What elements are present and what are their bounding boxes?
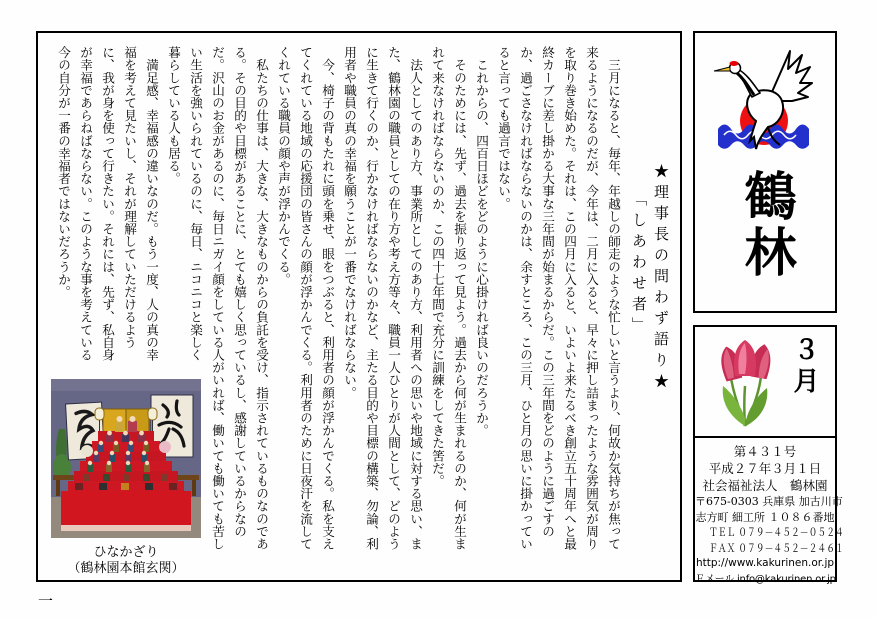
body-text-column: てくれている地域の応援団の皆さんの顔が浮かんでくる。利用者のために日夜汗を流して [298, 46, 313, 550]
body-text-column: 三月になると、毎年、年越しの師走のような忙しいと言うより、何故か気持ちが焦って [606, 46, 621, 550]
body-text-column: に、我が身を使って行きたい。それには、先ず、私自身 [100, 46, 115, 361]
publication-info-line: ＴＥＬ ０７９－４５２－０５２４ [709, 526, 844, 539]
publication-info-line: 〒675-0303 兵庫県 加古川市 [695, 495, 843, 508]
body-text-column: これからの、四百日ほどをどのように心掛ければ良いのだろうか。 [474, 46, 489, 437]
newsletter-title: 鶴林 [735, 169, 797, 281]
body-text-column: が幸福であらねばならない。このような事を考えている [78, 46, 93, 361]
body-text-column: た、鶴林園の職員としての在り方や考え方等々、職員一人ひとりが人間として、どのよう [386, 46, 401, 550]
publication-info-line: 第４３１号 [733, 444, 797, 459]
body-text-column: 福を考えて見たいし、それが理解していただけるよう [122, 46, 137, 349]
body-text-column: 来るようになるのだが、今年は、二月に入ると、早々に押し詰まったような雰囲気が周り [584, 46, 599, 550]
body-text-column: か、過ごさなければならないのかは、余すところ、この三月、ひと月の思いに掛かってい [518, 46, 533, 550]
body-text-column: い生活を強いられているのに、毎日、ニコニコと楽しく [188, 46, 203, 361]
body-text-column: だ。沢山のお金があるのに、毎日ニガイ顔をしている人がいれば、働いても働いても苦し [210, 46, 225, 550]
month-box [693, 325, 837, 438]
publication-info-line: 平成２７年３月１日 [708, 461, 822, 476]
body-text-column: 暮らしている人も居る。 [166, 46, 181, 185]
body-text-column: 法人としてのあり方、事業所としてのあり方、利用者への思いや地域に対する思い、ま [408, 46, 423, 550]
body-text-column: を取り巻き始めた。それは、この四月に入ると、いよいよ来たるべき創立五十周年へと最 [562, 46, 577, 550]
masthead-box [693, 31, 837, 313]
publication-info-line: 社会福祉法人 鶴林園 [702, 478, 828, 493]
publication-info-line: Ｅメール info@kakurinen.or.jp [695, 573, 836, 585]
body-text-column: 終カーブに差し掛かる大事な三年間が始まるからだ。この三年間をどのように過ごすの [540, 46, 555, 538]
hina-photo-scene [51, 379, 201, 538]
article-frame [36, 31, 682, 582]
tulip-illustration [709, 336, 781, 428]
body-text-column: ると言っても過言ではない。 [496, 46, 511, 210]
article-kicker: ★理事長の問わず語り★ [652, 163, 670, 394]
publication-info-line: 志方町 細工所 １０８６番地 [695, 510, 835, 524]
body-text-column: 私たちの仕事は、大きな、大きなものからの負託を受け、指示されているものなのであ [254, 46, 269, 550]
month-label: ３月 [789, 336, 819, 398]
hina-photo [51, 379, 201, 538]
photo-caption [38, 545, 214, 577]
body-text-column: 満足感、幸福感の違いなのだ。もう一度、人の真の幸 [144, 46, 159, 361]
article-title: 「しあわせ者」 [630, 191, 648, 338]
body-text-column: そのためには、先ず、過去を振り返って見よう。過去から何が生まれるのか、何が生ま [452, 46, 467, 550]
body-text-column: れて来なければならないのか、この四十七年間で充分に訓練をしてきた筈だ。 [430, 46, 445, 487]
crane-logo-icon [712, 43, 818, 155]
publication-info-line: http://www.kakurinen.or.jp [695, 557, 835, 569]
publication-info-line: ＦＡＸ ０７９－４５２－２４６１ [709, 541, 844, 555]
body-text-column: に生きて行くのか、行かなければならないのかなど、主たる目的や目標の構築、勿論、利 [364, 46, 379, 550]
photo-caption-line2: （鶴林園本館玄関） [67, 561, 185, 576]
body-text-column: 用者や職員の真の幸福を願うことが一番でなければならない。 [342, 46, 357, 399]
publication-info [693, 436, 844, 585]
body-text-column: くれている職員の顔や声が浮かんでくる。 [276, 46, 291, 286]
photo-caption-line1: ひなかざり [93, 545, 159, 560]
page-number: 一 [38, 592, 54, 610]
body-text-column: 今の自分が一番の幸福者ではないだろうか。 [56, 46, 71, 298]
body-text-column: る。その目的や目標があることに、とても嬉しく思っているし、感謝しているからなの [232, 46, 247, 538]
body-text-column: 今、椅子の背もたれに頭を乗せ、眼をつぶると、利用者の顔が浮かんでくる。私を支え [320, 46, 335, 550]
